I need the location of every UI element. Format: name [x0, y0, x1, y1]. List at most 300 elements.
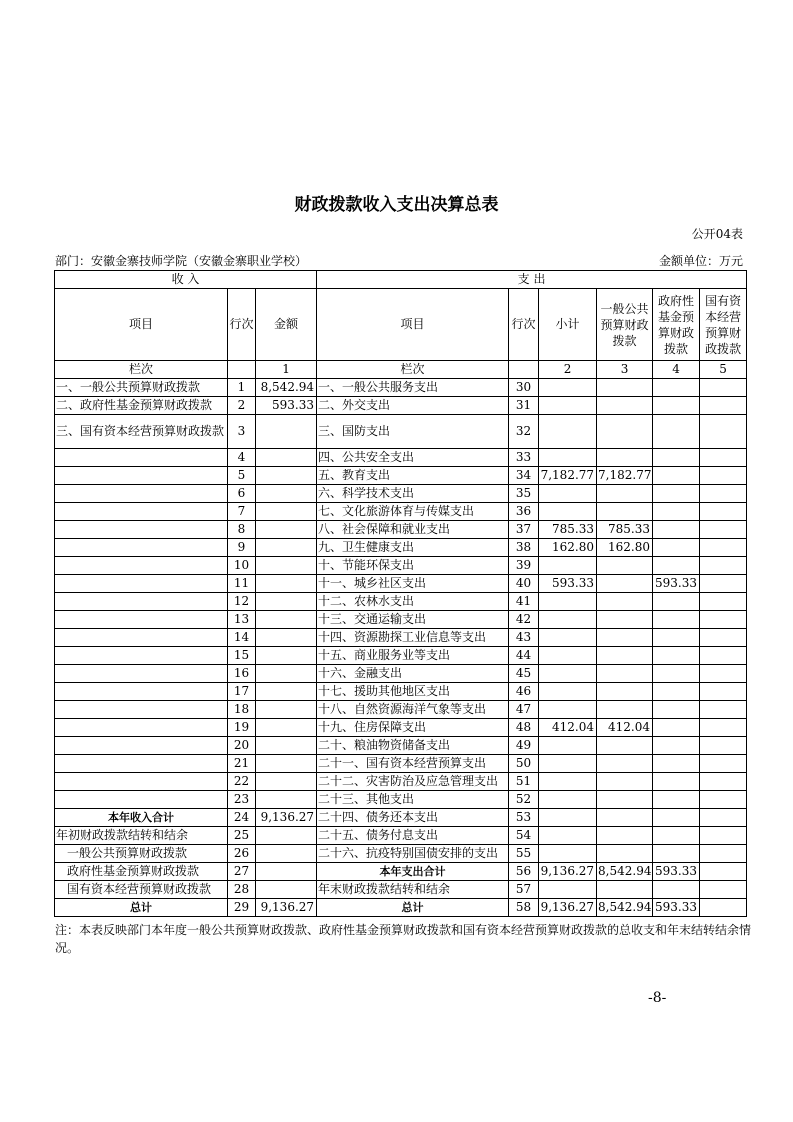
- expense-fund: [653, 557, 700, 575]
- expense-fund: [653, 683, 700, 701]
- expense-state-capital: [700, 397, 747, 415]
- item-header: 项目: [55, 289, 228, 361]
- expense-row-no: 50: [509, 755, 539, 773]
- table-row: [55, 397, 747, 415]
- income-item: [55, 575, 228, 593]
- expense-fund: [653, 755, 700, 773]
- income-item: 本年收入合计: [55, 809, 228, 827]
- expense-fund: [653, 647, 700, 665]
- table-row: [55, 557, 747, 575]
- expense-general: [597, 755, 653, 773]
- income-item: 总计: [55, 899, 228, 917]
- income-row-no: 19: [228, 719, 256, 737]
- expense-fund: [653, 593, 700, 611]
- expense-state-capital: [700, 683, 747, 701]
- table-row: [55, 575, 747, 593]
- expense-state-capital: [700, 881, 747, 899]
- expense-subtotal: [539, 737, 597, 755]
- expense-state-capital: [700, 485, 747, 503]
- expense-general: [597, 593, 653, 611]
- income-amount: [256, 485, 317, 503]
- expense-state-capital: [700, 629, 747, 647]
- column-number-4: 4: [653, 361, 700, 379]
- income-item: 一般公共预算财政拨款: [55, 845, 228, 863]
- row-no-header: 行次: [228, 289, 256, 361]
- expense-subtotal: [539, 683, 597, 701]
- expense-subtotal: [539, 379, 597, 397]
- expense-subtotal: [539, 665, 597, 683]
- footnote: 注：本表反映部门本年度一般公共预算财政拨款、政府性基金预算财政拨款和国有资本经营预算财政拨款的总收支和年末结转结余情况。: [55, 923, 752, 955]
- expense-state-capital: [700, 809, 747, 827]
- table-row: [55, 701, 747, 719]
- expense-subtotal: [539, 593, 597, 611]
- expense-row-no: 49: [509, 737, 539, 755]
- expense-item: 十六、金融支出: [317, 665, 509, 683]
- income-amount: [256, 449, 317, 467]
- expense-fund: [653, 611, 700, 629]
- expense-subtotal: [539, 647, 597, 665]
- income-item: [55, 485, 228, 503]
- expense-fund: 593.33: [653, 863, 700, 881]
- income-item: 政府性基金预算财政拨款: [55, 863, 228, 881]
- income-item: [55, 539, 228, 557]
- income-item: [55, 647, 228, 665]
- expense-state-capital: [700, 503, 747, 521]
- table-row: [55, 863, 747, 881]
- column-label-blank-2: [509, 361, 539, 379]
- row-no-header-2: 行次: [509, 289, 539, 361]
- table-row: [55, 539, 747, 557]
- income-row-no: 23: [228, 791, 256, 809]
- expense-fund: [653, 397, 700, 415]
- expense-state-capital: [700, 467, 747, 485]
- income-item: 一、一般公共预算财政拨款: [55, 379, 228, 397]
- expense-state-capital: [700, 415, 747, 449]
- income-item: 二、政府性基金预算财政拨款: [55, 397, 228, 415]
- income-amount: [256, 539, 317, 557]
- expense-fund: 593.33: [653, 899, 700, 917]
- expense-subtotal: 162.80: [539, 539, 597, 557]
- subtotal-header: 小计: [539, 289, 597, 361]
- expense-state-capital: [700, 611, 747, 629]
- expense-fund: [653, 467, 700, 485]
- income-row-no: 28: [228, 881, 256, 899]
- table-row: [55, 719, 747, 737]
- income-item: [55, 701, 228, 719]
- income-header: 收 入: [55, 271, 317, 289]
- expense-fund: [653, 773, 700, 791]
- expense-general: [597, 575, 653, 593]
- expense-item: 十五、商业服务业等支出: [317, 647, 509, 665]
- expense-row-no: 35: [509, 485, 539, 503]
- expense-item: 二十四、债务还本支出: [317, 809, 509, 827]
- income-row-no: 6: [228, 485, 256, 503]
- expense-state-capital: [700, 791, 747, 809]
- expense-general: [597, 647, 653, 665]
- expense-state-capital: [700, 773, 747, 791]
- expense-state-capital: [700, 379, 747, 397]
- income-row-no: 12: [228, 593, 256, 611]
- expense-item: 十七、援助其他地区支出: [317, 683, 509, 701]
- income-row-no: 20: [228, 737, 256, 755]
- expense-state-capital: [700, 449, 747, 467]
- expense-subtotal: [539, 503, 597, 521]
- form-number: 公开04表: [691, 227, 743, 241]
- expense-row-no: 56: [509, 863, 539, 881]
- column-number-5: 5: [700, 361, 747, 379]
- expense-item: 四、公共安全支出: [317, 449, 509, 467]
- income-amount: [256, 647, 317, 665]
- expense-state-capital: [700, 539, 747, 557]
- income-amount: [256, 755, 317, 773]
- income-row-no: 1: [228, 379, 256, 397]
- income-row-no: 18: [228, 701, 256, 719]
- income-amount: [256, 683, 317, 701]
- expense-subtotal: [539, 485, 597, 503]
- income-item: [55, 755, 228, 773]
- income-item: [55, 503, 228, 521]
- expense-general: 7,182.77: [597, 467, 653, 485]
- expense-subtotal: [539, 827, 597, 845]
- expense-row-no: 44: [509, 647, 539, 665]
- table-row: [55, 521, 747, 539]
- unit-label: 金额单位：万元: [658, 254, 743, 268]
- income-row-no: 16: [228, 665, 256, 683]
- expense-subtotal: [539, 809, 597, 827]
- expense-item: 二十五、债务付息支出: [317, 827, 509, 845]
- expense-row-no: 54: [509, 827, 539, 845]
- expense-subtotal: 9,136.27: [539, 863, 597, 881]
- expense-general: 8,542.94: [597, 899, 653, 917]
- expense-item: 三、国防支出: [317, 415, 509, 449]
- expense-general: [597, 485, 653, 503]
- expense-row-no: 34: [509, 467, 539, 485]
- table-row: [55, 755, 747, 773]
- expense-fund: [653, 503, 700, 521]
- income-item: [55, 467, 228, 485]
- expense-subtotal: [539, 791, 597, 809]
- expense-row-no: 39: [509, 557, 539, 575]
- income-row-no: 13: [228, 611, 256, 629]
- expense-general: [597, 737, 653, 755]
- expense-subtotal: [539, 415, 597, 449]
- income-amount: [256, 863, 317, 881]
- expense-general: [597, 791, 653, 809]
- income-row-no: 17: [228, 683, 256, 701]
- expense-row-no: 53: [509, 809, 539, 827]
- expense-subtotal: 412.04: [539, 719, 597, 737]
- expense-fund: [653, 449, 700, 467]
- expense-item: 二十二、灾害防治及应急管理支出: [317, 773, 509, 791]
- expense-item: 十八、自然资源海洋气象等支出: [317, 701, 509, 719]
- income-item: [55, 611, 228, 629]
- table-row: [55, 593, 747, 611]
- expense-item: 十一、城乡社区支出: [317, 575, 509, 593]
- column-number-3: 3: [597, 361, 653, 379]
- table-row: [55, 683, 747, 701]
- amount-header: 金额: [256, 289, 317, 361]
- expense-general: 412.04: [597, 719, 653, 737]
- income-item: [55, 719, 228, 737]
- expense-general: [597, 809, 653, 827]
- table-row: [55, 899, 747, 917]
- expense-general: [597, 379, 653, 397]
- expense-general: [597, 611, 653, 629]
- income-item: [55, 737, 228, 755]
- expense-item: 二十、粮油物资储备支出: [317, 737, 509, 755]
- expense-row-no: 43: [509, 629, 539, 647]
- item-header-2: 项目: [317, 289, 509, 361]
- expense-general: [597, 629, 653, 647]
- expense-row-no: 52: [509, 791, 539, 809]
- table-row: [55, 737, 747, 755]
- budget-summary-table: [54, 270, 747, 917]
- income-amount: [256, 827, 317, 845]
- expense-fund: [653, 881, 700, 899]
- expense-fund: [653, 701, 700, 719]
- expense-item: 本年支出合计: [317, 863, 509, 881]
- expense-item: 十九、住房保障支出: [317, 719, 509, 737]
- table-row: [55, 827, 747, 845]
- income-amount: [256, 665, 317, 683]
- expense-state-capital: [700, 701, 747, 719]
- expense-state-capital: [700, 863, 747, 881]
- expense-row-no: 31: [509, 397, 539, 415]
- income-row-no: 2: [228, 397, 256, 415]
- income-row-no: 5: [228, 467, 256, 485]
- income-row-no: 27: [228, 863, 256, 881]
- expense-row-no: 58: [509, 899, 539, 917]
- table-row: [55, 503, 747, 521]
- expense-subtotal: [539, 755, 597, 773]
- income-amount: [256, 557, 317, 575]
- expense-state-capital: [700, 575, 747, 593]
- expense-row-no: 38: [509, 539, 539, 557]
- income-row-no: 14: [228, 629, 256, 647]
- fund-budget-header: 政府性基金预算财政拨款: [653, 289, 700, 361]
- expense-general: [597, 665, 653, 683]
- income-amount: [256, 415, 317, 449]
- income-amount: [256, 701, 317, 719]
- income-row-no: 11: [228, 575, 256, 593]
- table-row: [55, 379, 747, 397]
- expense-item: 二十一、国有资本经营预算支出: [317, 755, 509, 773]
- expense-item: 二十六、抗疫特别国债安排的支出: [317, 845, 509, 863]
- expense-general: 162.80: [597, 539, 653, 557]
- table-row: [55, 665, 747, 683]
- expense-fund: [653, 827, 700, 845]
- column-label-2: 栏次: [317, 361, 509, 379]
- expense-row-no: 32: [509, 415, 539, 449]
- income-item: [55, 557, 228, 575]
- income-amount: 9,136.27: [256, 809, 317, 827]
- expense-subtotal: 593.33: [539, 575, 597, 593]
- expense-row-no: 42: [509, 611, 539, 629]
- income-item: [55, 665, 228, 683]
- expense-item: 总计: [317, 899, 509, 917]
- income-item: [55, 629, 228, 647]
- expense-row-no: 57: [509, 881, 539, 899]
- income-amount: [256, 773, 317, 791]
- expense-general: [597, 773, 653, 791]
- income-amount: [256, 737, 317, 755]
- income-item: 三、国有资本经营预算财政拨款: [55, 415, 228, 449]
- column-number-2: 2: [539, 361, 597, 379]
- table-row: [55, 647, 747, 665]
- expense-general: [597, 557, 653, 575]
- income-amount: [256, 791, 317, 809]
- expense-subtotal: [539, 845, 597, 863]
- income-amount: [256, 611, 317, 629]
- income-row-no: 7: [228, 503, 256, 521]
- department-label: 部门：安徽金寨技师学院（安徽金寨职业学校）: [55, 254, 308, 268]
- expense-row-no: 37: [509, 521, 539, 539]
- income-row-no: 9: [228, 539, 256, 557]
- income-amount: [256, 503, 317, 521]
- expense-fund: [653, 719, 700, 737]
- expense-subtotal: [539, 449, 597, 467]
- expense-state-capital: [700, 665, 747, 683]
- income-amount: [256, 467, 317, 485]
- expense-state-capital: [700, 647, 747, 665]
- income-amount: [256, 881, 317, 899]
- income-row-no: 29: [228, 899, 256, 917]
- income-row-no: 4: [228, 449, 256, 467]
- table-row: [55, 845, 747, 863]
- expense-subtotal: [539, 701, 597, 719]
- expense-row-no: 48: [509, 719, 539, 737]
- expense-general: 8,542.94: [597, 863, 653, 881]
- income-item: [55, 683, 228, 701]
- expense-row-no: 46: [509, 683, 539, 701]
- expense-subtotal: [539, 557, 597, 575]
- table-row: [55, 467, 747, 485]
- expense-item: 二十三、其他支出: [317, 791, 509, 809]
- income-amount: 9,136.27: [256, 899, 317, 917]
- income-item: [55, 521, 228, 539]
- table-row: [55, 629, 747, 647]
- expense-row-no: 40: [509, 575, 539, 593]
- expense-item: 十、节能环保支出: [317, 557, 509, 575]
- expense-state-capital: [700, 737, 747, 755]
- expense-general: [597, 701, 653, 719]
- expense-general: [597, 397, 653, 415]
- expense-fund: [653, 629, 700, 647]
- expense-fund: [653, 521, 700, 539]
- expense-general: [597, 881, 653, 899]
- table-row: [55, 415, 747, 449]
- expense-item: 十三、交通运输支出: [317, 611, 509, 629]
- table-row: [55, 611, 747, 629]
- expense-subtotal: 9,136.27: [539, 899, 597, 917]
- expense-row-no: 51: [509, 773, 539, 791]
- expense-fund: [653, 539, 700, 557]
- expense-state-capital: [700, 755, 747, 773]
- expense-fund: [653, 415, 700, 449]
- expense-item: 九、卫生健康支出: [317, 539, 509, 557]
- table-row: [55, 791, 747, 809]
- income-amount: [256, 719, 317, 737]
- expense-fund: [653, 379, 700, 397]
- expense-item: 十二、农林水支出: [317, 593, 509, 611]
- expense-item: 六、科学技术支出: [317, 485, 509, 503]
- expense-subtotal: [539, 611, 597, 629]
- income-row-no: 10: [228, 557, 256, 575]
- expense-general: [597, 827, 653, 845]
- expense-state-capital: [700, 827, 747, 845]
- income-item: [55, 593, 228, 611]
- income-row-no: 25: [228, 827, 256, 845]
- expense-state-capital: [700, 719, 747, 737]
- income-item: 国有资本经营预算财政拨款: [55, 881, 228, 899]
- expense-fund: [653, 791, 700, 809]
- table-row: [55, 449, 747, 467]
- expense-subtotal: 7,182.77: [539, 467, 597, 485]
- expense-item: 五、教育支出: [317, 467, 509, 485]
- expense-row-no: 41: [509, 593, 539, 611]
- expense-item: 二、外交支出: [317, 397, 509, 415]
- expense-state-capital: [700, 845, 747, 863]
- income-row-no: 15: [228, 647, 256, 665]
- income-row-no: 8: [228, 521, 256, 539]
- column-label-blank: [228, 361, 256, 379]
- expense-subtotal: [539, 397, 597, 415]
- table-row: [55, 485, 747, 503]
- income-row-no: 26: [228, 845, 256, 863]
- column-label: 栏次: [55, 361, 228, 379]
- income-item: [55, 791, 228, 809]
- income-amount: [256, 575, 317, 593]
- income-amount: [256, 629, 317, 647]
- expense-subtotal: [539, 629, 597, 647]
- expense-state-capital: [700, 593, 747, 611]
- expense-subtotal: [539, 773, 597, 791]
- table-row: [55, 881, 747, 899]
- income-amount: 8,542.94: [256, 379, 317, 397]
- expense-item: 一、一般公共服务支出: [317, 379, 509, 397]
- expense-fund: [653, 845, 700, 863]
- expense-subtotal: [539, 881, 597, 899]
- table-row: [55, 773, 747, 791]
- income-row-no: 3: [228, 415, 256, 449]
- expense-row-no: 36: [509, 503, 539, 521]
- expense-item: 七、文化旅游体育与传媒支出: [317, 503, 509, 521]
- expense-item: 八、社会保障和就业支出: [317, 521, 509, 539]
- expense-fund: [653, 737, 700, 755]
- table-row: [55, 809, 747, 827]
- income-row-no: 24: [228, 809, 256, 827]
- income-amount: [256, 593, 317, 611]
- expense-fund: [653, 809, 700, 827]
- expense-general: [597, 415, 653, 449]
- expense-general: [597, 503, 653, 521]
- column-number-1: 1: [256, 361, 317, 379]
- expense-row-no: 47: [509, 701, 539, 719]
- expense-state-capital: [700, 899, 747, 917]
- expense-row-no: 30: [509, 379, 539, 397]
- expense-fund: [653, 665, 700, 683]
- income-amount: [256, 845, 317, 863]
- expense-subtotal: 785.33: [539, 521, 597, 539]
- expense-item: 十四、资源勘探工业信息等支出: [317, 629, 509, 647]
- expense-general: 785.33: [597, 521, 653, 539]
- general-budget-header: 一般公共预算财政拨款: [597, 289, 653, 361]
- income-item: [55, 449, 228, 467]
- expense-state-capital: [700, 557, 747, 575]
- income-row-no: 22: [228, 773, 256, 791]
- page-title: 财政拨款收入支出决算总表: [294, 195, 499, 215]
- state-capital-header: 国有资本经营预算财政拨款: [700, 289, 747, 361]
